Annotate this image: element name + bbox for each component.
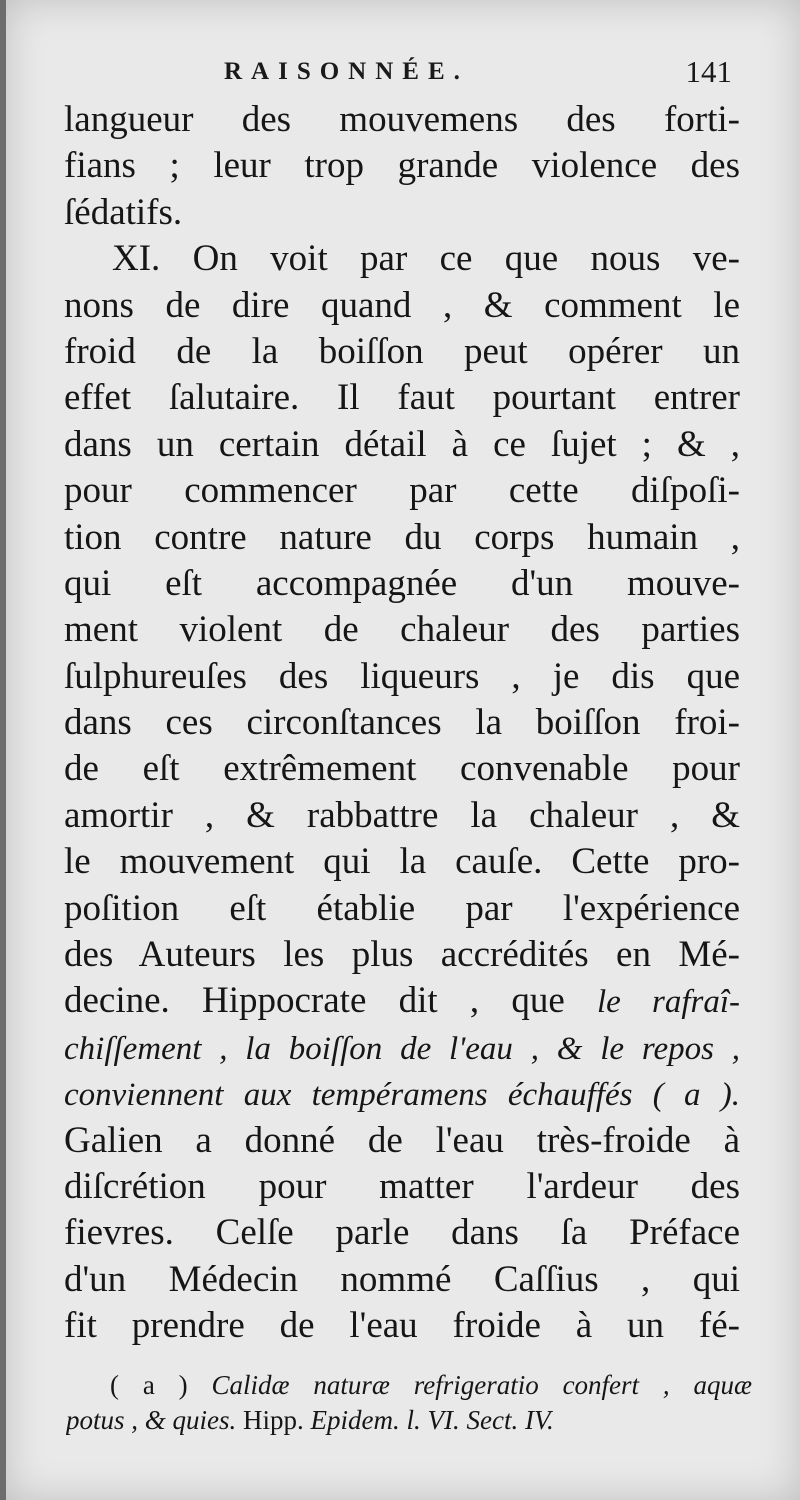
running-head: RAISONNÉE.: [224, 58, 469, 85]
footnote-marker: ( a ): [110, 1370, 188, 1400]
text-line: tion contre nature du corps humain ,: [64, 516, 740, 558]
text-line: d'un Médecin nommé Caſſius , qui: [64, 1258, 740, 1300]
italic-fragment: conviennent aux tempéramens échauffés ( a ).: [64, 1077, 740, 1114]
text-line: pour commencer par cette diſpoſi-: [64, 470, 740, 512]
italic-fragment: le rafraî-: [596, 984, 740, 1021]
text-line: fians ; leur trop grande violence des: [64, 145, 740, 187]
text-line: langueur des mouvemens des forti-: [64, 99, 740, 140]
footnote-italic: Epidem. l. VI. Sect. IV.: [310, 1405, 554, 1435]
text-line: ſulphureuſes des liqueurs , je dis que: [64, 655, 740, 697]
text-line: qui eſt accompagnée d'un mouve-: [64, 562, 740, 604]
text-line: Galien a donné de l'eau très-froide à: [64, 1119, 740, 1161]
text-line: le mouvement qui la cauſe. Cette pro-: [64, 841, 740, 883]
text-line: diſcrétion pour matter l'ardeur des: [64, 1165, 740, 1207]
page-header: [64, 54, 740, 98]
italic-text-line: [64, 1025, 740, 1071]
footnote-line: [66, 1403, 752, 1438]
italic-fragment: chiſſement , la boiſſon de l'eau , & le repos ,: [64, 1030, 740, 1067]
footnote-line: [66, 1368, 752, 1403]
text-line: de eſt extrêmement convenable pour: [64, 748, 740, 790]
book-page: [6, 0, 800, 1500]
footnote: [66, 1368, 752, 1438]
text-line-with-italic: [64, 978, 740, 1024]
footnote-italic: Calidæ naturæ refrigeratio confert , aquæ: [211, 1370, 752, 1400]
footnote-italic: potus , & quies.: [66, 1405, 237, 1435]
text-line: amortir , & rabbattre la chaleur , &: [64, 794, 740, 836]
page-number: 141: [685, 54, 732, 89]
text-line: ſédatifs.: [64, 191, 183, 233]
footnote-citation: Hipp.: [243, 1405, 304, 1435]
text-line: dans un certain détail à ce ſujet ; & ,: [64, 423, 740, 465]
text-line: effet ſalutaire. Il faut pourtant entrer: [64, 377, 740, 419]
roman-fragment: decine. Hippocrate dit , que: [64, 980, 565, 1022]
text-line: ment violent de chaleur des parties: [64, 609, 740, 651]
text-line: fit prendre de l'eau froide à un fé-: [64, 1305, 740, 1347]
text-line: des Auteurs les plus accrédités en Mé-: [64, 934, 740, 976]
body-text: [64, 97, 740, 1350]
text-line: poſition eſt établie par l'expérience: [64, 887, 740, 929]
text-line: dans ces circonſtances la boiſſon froi-: [64, 702, 740, 744]
text-line: fievres. Celſe parle dans ſa Préface: [64, 1212, 740, 1254]
paragraph-start-line: XI. On voit par ce que nous ve-: [112, 238, 740, 280]
text-line: nons de dire quand , & comment le: [64, 284, 740, 326]
italic-text-line: [64, 1071, 740, 1117]
text-line: froid de la boiſſon peut opérer un: [64, 330, 740, 372]
